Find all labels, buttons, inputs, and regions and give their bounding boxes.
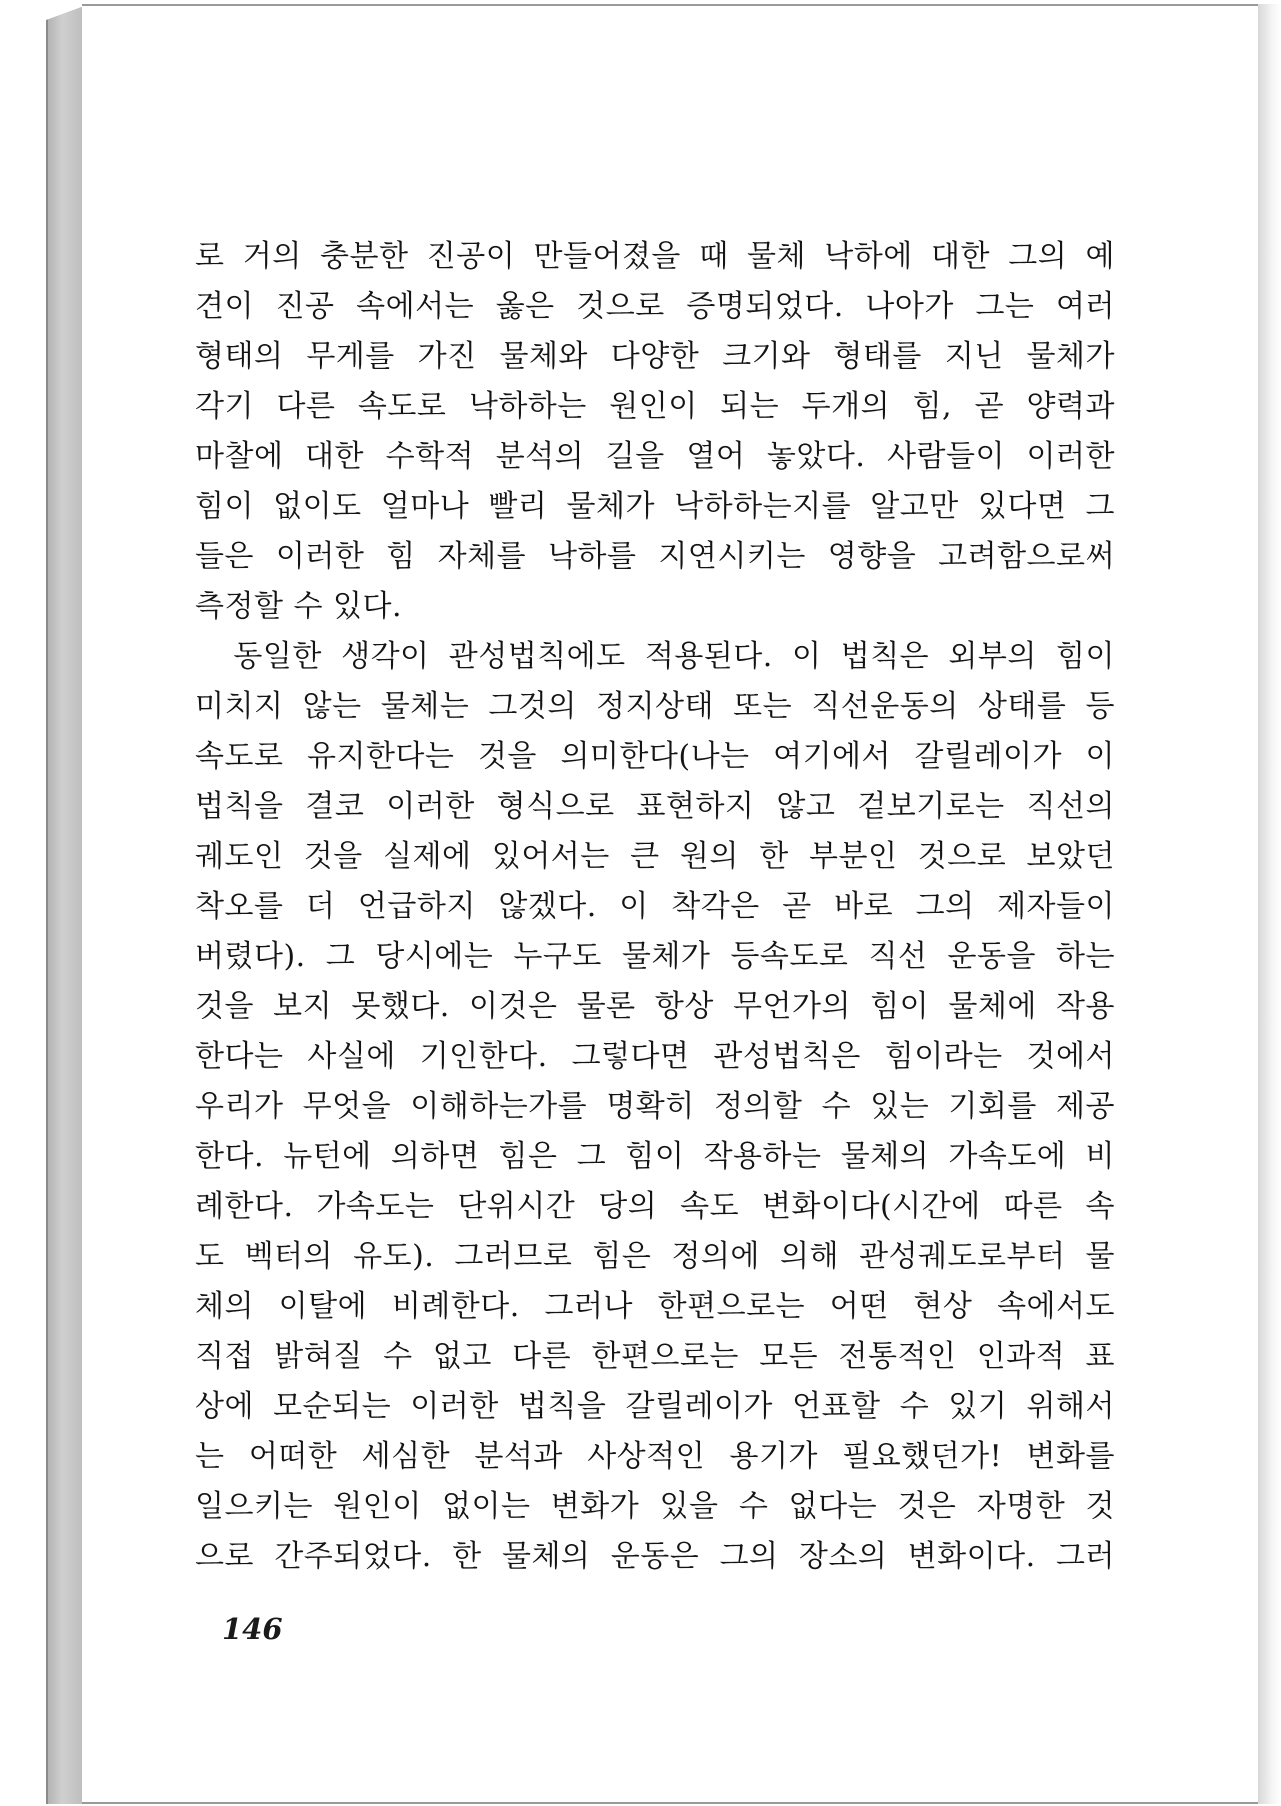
- text-line: 측정할 수 있다.: [195, 589, 402, 624]
- text-line: 체의 이탈에 비례한다. 그러나 한편으로는 어떤 현상 속에서도: [195, 1289, 1115, 1324]
- text-line: 힘이 없이도 얼마나 빨리 물체가 낙하하는지를 알고만 있다면 그: [195, 489, 1115, 524]
- text-line: 들은 이러한 힘 자체를 낙하를 지연시키는 영향을 고려함으로써: [195, 539, 1115, 574]
- text-line: 착오를 더 언급하지 않겠다. 이 착각은 곧 바로 그의 제자들이: [195, 889, 1115, 924]
- page-edge-shadow: [1258, 4, 1281, 1804]
- text-line: 법칙을 결코 이러한 형식으로 표현하지 않고 겉보기로는 직선의: [195, 789, 1115, 824]
- text-line: 직접 밝혀질 수 없고 다른 한편으로는 모든 전통적인 인과적 표: [195, 1339, 1115, 1374]
- text-line: 우리가 무엇을 이해하는가를 명확히 정의할 수 있는 기회를 제공: [195, 1089, 1115, 1124]
- book-spine: [46, 6, 84, 1804]
- text-line: 한다. 뉴턴에 의하면 힘은 그 힘이 작용하는 물체의 가속도에 비: [195, 1139, 1115, 1174]
- body-text: [195, 232, 1115, 1582]
- text-line: 동일한 생각이 관성법칙에도 적용된다. 이 법칙은 외부의 힘이: [195, 639, 1115, 674]
- text-line: 도 벡터의 유도). 그러므로 힘은 정의에 의해 관성궤도로부터 물: [195, 1239, 1115, 1274]
- page-number: 146: [222, 1612, 283, 1646]
- text-line: 는 어떠한 세심한 분석과 사상적인 용기가 필요했던가! 변화를: [195, 1439, 1115, 1474]
- text-line: 례한다. 가속도는 단위시간 당의 속도 변화이다(시간에 따른 속: [195, 1189, 1115, 1224]
- text-line: 버렸다). 그 당시에는 누구도 물체가 등속도로 직선 운동을 하는: [195, 939, 1115, 974]
- text-line: 미치지 않는 물체는 그것의 정지상태 또는 직선운동의 상태를 등: [195, 689, 1115, 724]
- text-line: 견이 진공 속에서는 옳은 것으로 증명되었다. 나아가 그는 여러: [195, 289, 1115, 324]
- text-line: 으로 간주되었다. 한 물체의 운동은 그의 장소의 변화이다. 그러: [195, 1539, 1115, 1574]
- text-line: 속도로 유지한다는 것을 의미한다(나는 여기에서 갈릴레이가 이: [195, 739, 1115, 774]
- text-line: 마찰에 대한 수학적 분석의 길을 열어 놓았다. 사람들이 이러한: [195, 439, 1115, 474]
- text-line: 한다는 사실에 기인한다. 그렇다면 관성법칙은 힘이라는 것에서: [195, 1039, 1115, 1074]
- text-line: 상에 모순되는 이러한 법칙을 갈릴레이가 언표할 수 있기 위해서: [195, 1389, 1115, 1424]
- text-line: 궤도인 것을 실제에 있어서는 큰 원의 한 부분인 것으로 보았던: [195, 839, 1115, 874]
- text-line: 형태의 무게를 가진 물체와 다양한 크기와 형태를 지닌 물체가: [195, 339, 1115, 374]
- text-line: 것을 보지 못했다. 이것은 물론 항상 무언가의 힘이 물체에 작용: [195, 989, 1115, 1024]
- text-line: 각기 다른 속도로 낙하하는 원인이 되는 두개의 힘, 곧 양력과: [195, 389, 1115, 424]
- text-line: 로 거의 충분한 진공이 만들어졌을 때 물체 낙하에 대한 그의 예: [195, 239, 1115, 274]
- text-line: 일으키는 원인이 없이는 변화가 있을 수 없다는 것은 자명한 것: [195, 1489, 1115, 1524]
